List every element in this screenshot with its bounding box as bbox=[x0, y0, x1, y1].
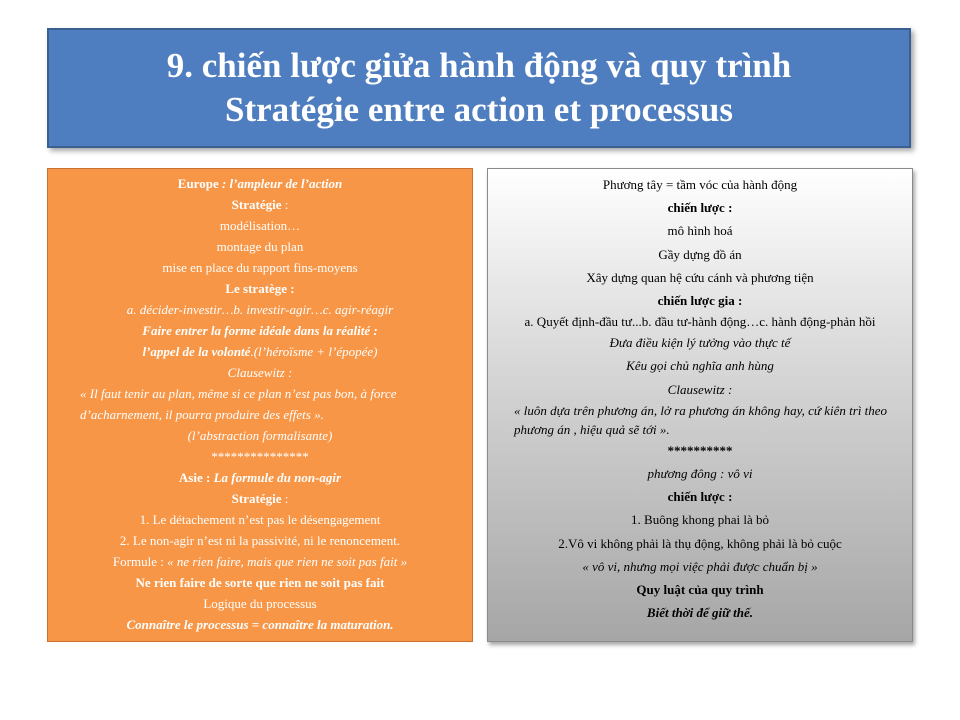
formule-label: Formule : bbox=[112, 554, 168, 569]
europe-subtitle: : l’ampleur de l’action bbox=[218, 176, 343, 191]
europe-label: Europe bbox=[177, 176, 219, 191]
europe-heading bbox=[48, 173, 472, 194]
strategie-colon: : bbox=[281, 197, 289, 212]
principle-1: 1. Le détachement n’est pas le désengagement bbox=[139, 512, 381, 527]
strategie2-label: Stratégie bbox=[231, 491, 282, 506]
point-1-vi: 1. Buông khong phai là bỏ bbox=[631, 512, 769, 528]
asie-heading bbox=[48, 467, 472, 488]
strategie2-colon: : bbox=[281, 491, 289, 506]
phuong-dong-heading: phương đông : vô vi bbox=[647, 466, 753, 482]
logique-processus: Logique du processus bbox=[203, 596, 317, 611]
chien-luoc-item-1: mô hình hoá bbox=[667, 223, 733, 239]
separator-stars-vi: ********** bbox=[667, 442, 733, 458]
quy-luat-heading: Quy luật của quy trình bbox=[636, 582, 764, 598]
stratege-steps: a. décider-investir…b. investir-agir…c. agir-réagir bbox=[126, 302, 394, 317]
keu-goi: Kêu gọi chủ nghĩa anh hùng bbox=[626, 358, 774, 374]
biet-thoi-text: Biết thời để giữ thế. bbox=[646, 605, 754, 621]
formule-line bbox=[48, 551, 472, 572]
chien-luoc-item-2: Gầy dựng đồ án bbox=[658, 246, 742, 262]
chien-luoc-gia-heading: chiến lược gia : bbox=[657, 293, 743, 309]
chien-luoc-item-3: Xây dựng quan hệ cứu cánh và phương tiện bbox=[586, 269, 814, 285]
title-line-1: 9. chiến lược giửa hành động và quy trình bbox=[166, 46, 792, 85]
clausewitz-quote: « Il faut tenir au plan, même si ce plan n’est pas bon, à force d’acharnement, il pourra produire des effets ». bbox=[80, 386, 397, 422]
asie-subtitle: La formule du non-agir bbox=[213, 470, 342, 485]
point-2-vi: 2.Vô vi không phải là thụ động, không phải là bỏ cuộc bbox=[558, 535, 842, 551]
strategie2-heading bbox=[48, 488, 472, 509]
dua-dieu-kien: Đưa điều kiện lý tưởng vào thực tế bbox=[609, 335, 791, 351]
chien-luoc-gia-steps: a. Quyết định-đầu tư...b. đầu tư-hành động…c. hành động-phản hồi bbox=[524, 314, 876, 330]
left-panel-french bbox=[47, 168, 473, 642]
chien-luoc2-heading: chiến lược : bbox=[667, 489, 733, 505]
clausewitz-label: Clausewitz : bbox=[227, 365, 293, 380]
faire-entrer-text: Faire entrer la forme idéale dans la réalité : bbox=[142, 323, 378, 338]
principle-2: 2. Le non-agir n’est ni la passivité, ni le renoncement. bbox=[119, 533, 401, 548]
stratege-heading: Le stratège : bbox=[225, 281, 295, 296]
strategie-item-2: montage du plan bbox=[216, 239, 304, 254]
asie-label: Asie : bbox=[178, 470, 214, 485]
appel-bold: l’appel de la volonté bbox=[142, 344, 251, 359]
strategie-item-3: mise en place du rapport fins-moyens bbox=[162, 260, 358, 275]
strategie-label: Stratégie bbox=[231, 197, 282, 212]
ne-rien-faire: Ne rien faire de sorte que rien ne soit pas fait bbox=[135, 575, 385, 590]
strategie-heading bbox=[48, 194, 472, 215]
separator-stars: *************** bbox=[211, 449, 309, 464]
connaitre-processus: Connaître le processus = connaître la maturation. bbox=[126, 617, 394, 632]
clausewitz-quote-vi: « luôn dựa trên phương án, lở ra phương án không hay, cứ kiên trì theo phương án , hiệu quả sẽ tới ». bbox=[514, 402, 888, 437]
appel-rest: .(l’héroïsme + l’épopée) bbox=[250, 344, 378, 359]
formule-quote: « ne rien faire, mais que rien ne soit pas fait » bbox=[167, 554, 408, 569]
vo-vi-quote: « vô vi, nhưng mọi việc phải được chuẩn bị » bbox=[582, 558, 818, 574]
clausewitz-label-vi: Clausewitz : bbox=[667, 381, 733, 397]
title-line-2: Stratégie entre action et processus bbox=[224, 90, 734, 129]
phuong-tay-heading: Phương tây = tầm vóc của hành động bbox=[602, 177, 798, 192]
right-panel-vietnamese bbox=[487, 168, 913, 642]
abstraction-text: (l’abstraction formalisante) bbox=[187, 428, 333, 443]
chien-luoc-heading: chiến lược : bbox=[667, 200, 733, 216]
strategie-item-1: modélisation… bbox=[219, 218, 301, 233]
appel-line bbox=[48, 341, 472, 362]
slide-title bbox=[47, 28, 911, 148]
